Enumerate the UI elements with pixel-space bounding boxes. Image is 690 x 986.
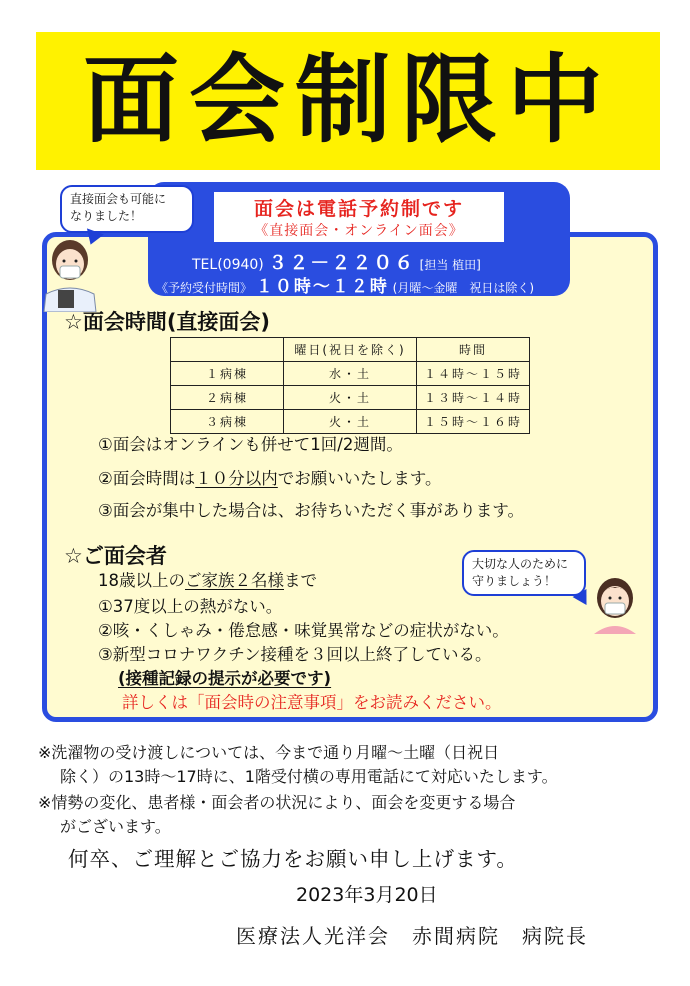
page-title: 面会制限中 — [83, 44, 613, 156]
hours-label: 《予約受付時間》 — [156, 281, 253, 295]
change-note-1: ※情勢の変化、患者様・面会者の状況により、面会を変更する場合 — [38, 793, 516, 812]
visit-schedule-table — [170, 337, 530, 434]
header-banner — [36, 32, 660, 170]
visit-rule-2 — [98, 468, 441, 490]
closing-message: 何卒、ご理解とご協力をお願い申し上げます。 — [68, 847, 518, 871]
hours-value: １０時～１２時 — [255, 277, 389, 297]
table-header-row — [171, 338, 530, 362]
issue-date: 2023年3月20日 — [296, 884, 438, 906]
visit-rule-1: ①面会はオンラインも併せて1回/2週間。 — [98, 435, 403, 454]
details-notice: 詳しくは「面会時の注意事項」をお読みください。 — [122, 693, 502, 712]
table-header — [171, 338, 284, 362]
intro-text: 18歳以上の — [98, 571, 185, 590]
phone-reservation-box — [148, 182, 570, 296]
visitor-condition-1: ①37度以上の熱がない。 — [98, 597, 283, 616]
visitors-heading: ☆ご面会者 — [64, 544, 167, 568]
masked-person-illustration-icon — [590, 572, 640, 634]
table-cell: ２病棟 — [171, 386, 284, 410]
table-cell: ３病棟 — [171, 410, 284, 434]
table-cell: 火・土 — [284, 410, 417, 434]
table-row — [171, 362, 530, 386]
reservation-title: 面会は電話予約制です — [253, 198, 464, 220]
intro-text: まで — [284, 571, 317, 590]
table-row — [171, 410, 530, 434]
table-cell: １３時～１４時 — [417, 386, 530, 410]
visitor-condition-3: ③新型コロナワクチン接種を３回以上終了している。 — [98, 645, 492, 664]
table-header: 曜日(祝日を除く) — [284, 338, 417, 362]
laundry-note-1: ※洗濯物の受け渡しについては、今まで通り月曜～土曜（日祝日 — [38, 743, 500, 762]
tel-number: ３２－２２０６ — [268, 252, 416, 274]
signature: 医療法人光洋会 赤間病院 病院長 — [236, 924, 588, 948]
change-note-2: がございます。 — [60, 817, 171, 836]
visit-rule-3: ③面会が集中した場合は、お待ちいただく事があります。 — [98, 501, 524, 520]
laundry-note-2: 除く）の13時～17時に、1階受付横の専用電話にて対応いたします。 — [60, 767, 558, 786]
bubble-line: 守りましょう！ — [472, 574, 557, 588]
visitors-intro — [98, 570, 317, 592]
tel-prefix: TEL(0940) — [192, 257, 264, 273]
rule-text: でお願いいたします。 — [277, 469, 442, 488]
intro-underlined-text: ご家族２名様 — [185, 571, 284, 590]
tel-contact: [担当 植田] — [419, 258, 481, 272]
hours-note: (月曜～金曜 祝日は除く) — [392, 281, 535, 295]
reservation-title-box — [214, 192, 504, 242]
table-cell: 火・土 — [284, 386, 417, 410]
rule-text: ②面会時間は — [98, 469, 196, 488]
bubble-line: 直接面会も可能に — [70, 192, 167, 206]
vaccination-proof-note: (接種記録の提示が必要です) — [118, 669, 332, 688]
table-cell: １５時～１６時 — [417, 410, 530, 434]
visit-hours-heading: ☆面会時間(直接面会) — [64, 310, 271, 334]
phone-number-line — [192, 248, 481, 275]
speech-bubble-protect — [462, 550, 586, 596]
table-row — [171, 386, 530, 410]
table-cell: １４時～１５時 — [417, 362, 530, 386]
speech-bubble-direct-visit — [60, 185, 194, 233]
rule-underlined-text: １０分以内 — [195, 469, 278, 488]
reservation-subtitle: 《直接面会・オンライン面会》 — [254, 223, 464, 239]
table-header: 時間 — [417, 338, 530, 362]
bubble-line: 大切な人のために — [472, 557, 569, 571]
table-cell: 水・土 — [284, 362, 417, 386]
bubble-line: なりました！ — [70, 209, 143, 223]
visitor-condition-2: ②咳・くしゃみ・倦怠感・味覚異常などの症状がない。 — [98, 621, 509, 640]
reservation-hours-line — [156, 272, 534, 297]
table-cell: １病棟 — [171, 362, 284, 386]
